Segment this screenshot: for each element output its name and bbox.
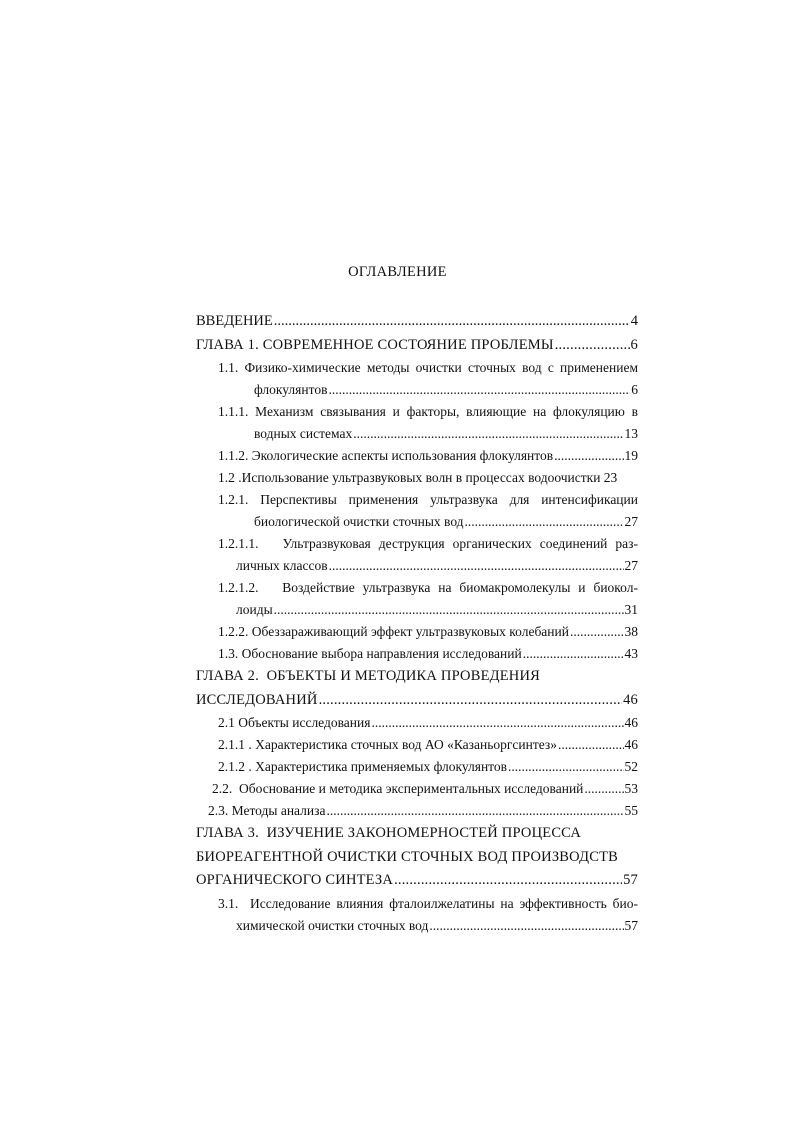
toc-leader-dots bbox=[554, 445, 623, 467]
toc-leader-dots bbox=[329, 555, 624, 577]
toc-entry-chapter-2[interactable] bbox=[196, 665, 638, 712]
toc-page-number: 6 bbox=[630, 336, 638, 353]
toc-entry-1-2-1[interactable] bbox=[196, 489, 638, 533]
toc-entry-title: 3.1. Исследование влияния фталоилжелатины на эффективность био- bbox=[218, 895, 638, 911]
toc-page-number: 19 bbox=[624, 448, 638, 463]
toc-entry-title: 1.2.2. Обеззараживающий эффект ультразвуковых колебаний bbox=[218, 624, 569, 639]
toc-entry-title: 1.3. Обоснование выбора направления исследований bbox=[218, 646, 522, 661]
toc-entry-title-continued: ОРГАНИЧЕСКОГО СИНТЕЗА bbox=[196, 872, 394, 888]
toc-entry-title-continued: личных классов bbox=[236, 558, 328, 573]
toc-entry-1-1-1[interactable] bbox=[196, 401, 638, 445]
toc-page-number: 38 bbox=[624, 624, 638, 639]
toc-entry-1-3[interactable] bbox=[196, 643, 638, 665]
toc-entry-title-continued: ИССЛЕДОВАНИЙ bbox=[196, 691, 318, 708]
toc-leader-dots bbox=[584, 778, 623, 800]
toc-leader-dots bbox=[429, 915, 623, 937]
toc-leader-dots bbox=[465, 511, 624, 533]
toc-entry-title-continued: химической очистки сточных вод bbox=[236, 917, 429, 933]
toc-leader-dots bbox=[555, 334, 630, 358]
toc-entry-title: 1.1. Физико-химические методы очистки сточных вод с применением bbox=[218, 360, 638, 375]
toc-leader-dots bbox=[326, 800, 623, 822]
toc-leader-dots bbox=[274, 310, 630, 334]
toc-entry-title: 1.2 .Использование ультразвуковых волн в процессах водоочистки 23 bbox=[218, 470, 618, 485]
toc-entry-2-1-1[interactable] bbox=[196, 734, 638, 756]
toc-entry-title: 2.1.1 . Характеристика сточных вод АО «Казаньоргсинтез» bbox=[218, 737, 557, 752]
toc-page-number: 13 bbox=[624, 426, 638, 441]
toc-entry-title: ГЛАВА 1. СОВРЕМЕННОЕ СОСТОЯНИЕ ПРОБЛЕМЫ bbox=[196, 336, 554, 353]
toc-entry-title: 1.2.1.2. Воздействие ультразвука на биомакромолекулы и биокол- bbox=[218, 580, 638, 595]
toc-entry-title-continued: флокулянтов bbox=[254, 382, 328, 397]
toc-page-number: 6 bbox=[631, 382, 638, 397]
toc-entry-title: ГЛАВА 3. ИЗУЧЕНИЕ ЗАКОНОМЕРНОСТЕЙ ПРОЦЕССА bbox=[196, 825, 582, 841]
toc-entry-1-2-1-2[interactable] bbox=[196, 577, 638, 621]
toc-page-number: 4 bbox=[630, 313, 638, 329]
toc-entry-title: 2.1 Объекты исследования bbox=[218, 715, 371, 730]
toc-entry-2-1-2[interactable] bbox=[196, 756, 638, 778]
toc-page-number: 46 bbox=[624, 737, 638, 752]
toc-entry-title-continued: водных системах bbox=[254, 426, 353, 441]
toc-entry-1-2-2[interactable] bbox=[196, 621, 638, 643]
toc-page-number: 53 bbox=[624, 781, 638, 796]
toc-entry-2-1[interactable] bbox=[196, 712, 638, 734]
toc-leader-dots bbox=[570, 621, 624, 643]
toc-leader-dots bbox=[523, 643, 624, 665]
toc-leader-dots bbox=[274, 599, 624, 621]
toc-entry-title-continued: лоиды bbox=[236, 602, 273, 617]
toc-page-number: 46 bbox=[624, 715, 638, 730]
toc-leader-dots bbox=[328, 379, 630, 401]
toc-entry-title: 2.3. Методы анализа bbox=[208, 803, 326, 818]
toc-page-number: 57 bbox=[624, 917, 638, 933]
toc-page-number: 31 bbox=[624, 602, 638, 617]
toc-entry-title-continued: БИОРЕАГЕНТНОЙ ОЧИСТКИ СТОЧНЫХ ВОД ПРОИЗВОДСТВ bbox=[196, 848, 619, 865]
toc-entry-title: 1.2.1. Перспективы применения ультразвука для интенсификации bbox=[218, 492, 638, 507]
toc-page-number: 27 bbox=[624, 558, 638, 573]
toc-entry-chapter-3[interactable] bbox=[196, 822, 638, 893]
toc-entry-title: ВВЕДЕНИЕ bbox=[196, 313, 273, 329]
toc-leader-dots bbox=[371, 712, 623, 734]
toc-page-number: 52 bbox=[624, 759, 638, 774]
toc-entry-chapter-1[interactable] bbox=[196, 334, 638, 358]
toc-entry-title: 1.1.1. Механизм связывания и факторы, влияющие на флокуляцию в bbox=[218, 404, 638, 419]
toc-entry-title: ГЛАВА 2. ОБЪЕКТЫ И МЕТОДИКА ПРОВЕДЕНИЯ bbox=[196, 668, 540, 684]
toc-page-number: 27 bbox=[624, 514, 638, 529]
table-of-contents bbox=[196, 310, 638, 937]
toc-entry-title-continued: биологической очистки сточных вод bbox=[254, 514, 464, 529]
toc-page-number: 57 bbox=[623, 872, 638, 888]
toc-leader-dots bbox=[558, 734, 624, 756]
toc-leader-dots bbox=[353, 423, 623, 445]
toc-leader-dots bbox=[508, 756, 623, 778]
toc-entry-title: 2.1.2 . Характеристика применяемых флокулянтов bbox=[218, 759, 508, 774]
toc-leader-dots bbox=[394, 869, 622, 893]
toc-entry-3-1[interactable] bbox=[196, 893, 638, 937]
toc-entry-1-1-2[interactable] bbox=[196, 445, 638, 467]
toc-entry-introduction[interactable] bbox=[196, 310, 638, 334]
toc-entry-1-1[interactable] bbox=[196, 357, 638, 401]
toc-entry-1-2-1-1[interactable] bbox=[196, 533, 638, 577]
toc-page-number: 55 bbox=[624, 803, 638, 818]
toc-page-number: 46 bbox=[623, 691, 638, 708]
page-title: ОГЛАВЛЕНИЕ bbox=[348, 264, 447, 280]
toc-entry-2-3[interactable] bbox=[196, 800, 638, 822]
toc-entry-title: 1.2.1.1. Ультразвуковая деструкция органических соединений раз- bbox=[218, 536, 638, 551]
toc-entry-2-2[interactable] bbox=[196, 778, 638, 800]
toc-leader-dots bbox=[319, 689, 623, 713]
toc-entry-1-2[interactable] bbox=[196, 467, 638, 489]
toc-page-number: 43 bbox=[624, 646, 638, 661]
toc-entry-title: 1.1.2. Экологические аспекты использования флокулянтов bbox=[218, 448, 554, 463]
toc-entry-title: 2.2. Обоснование и методика экспериментальных исследований bbox=[212, 781, 584, 796]
